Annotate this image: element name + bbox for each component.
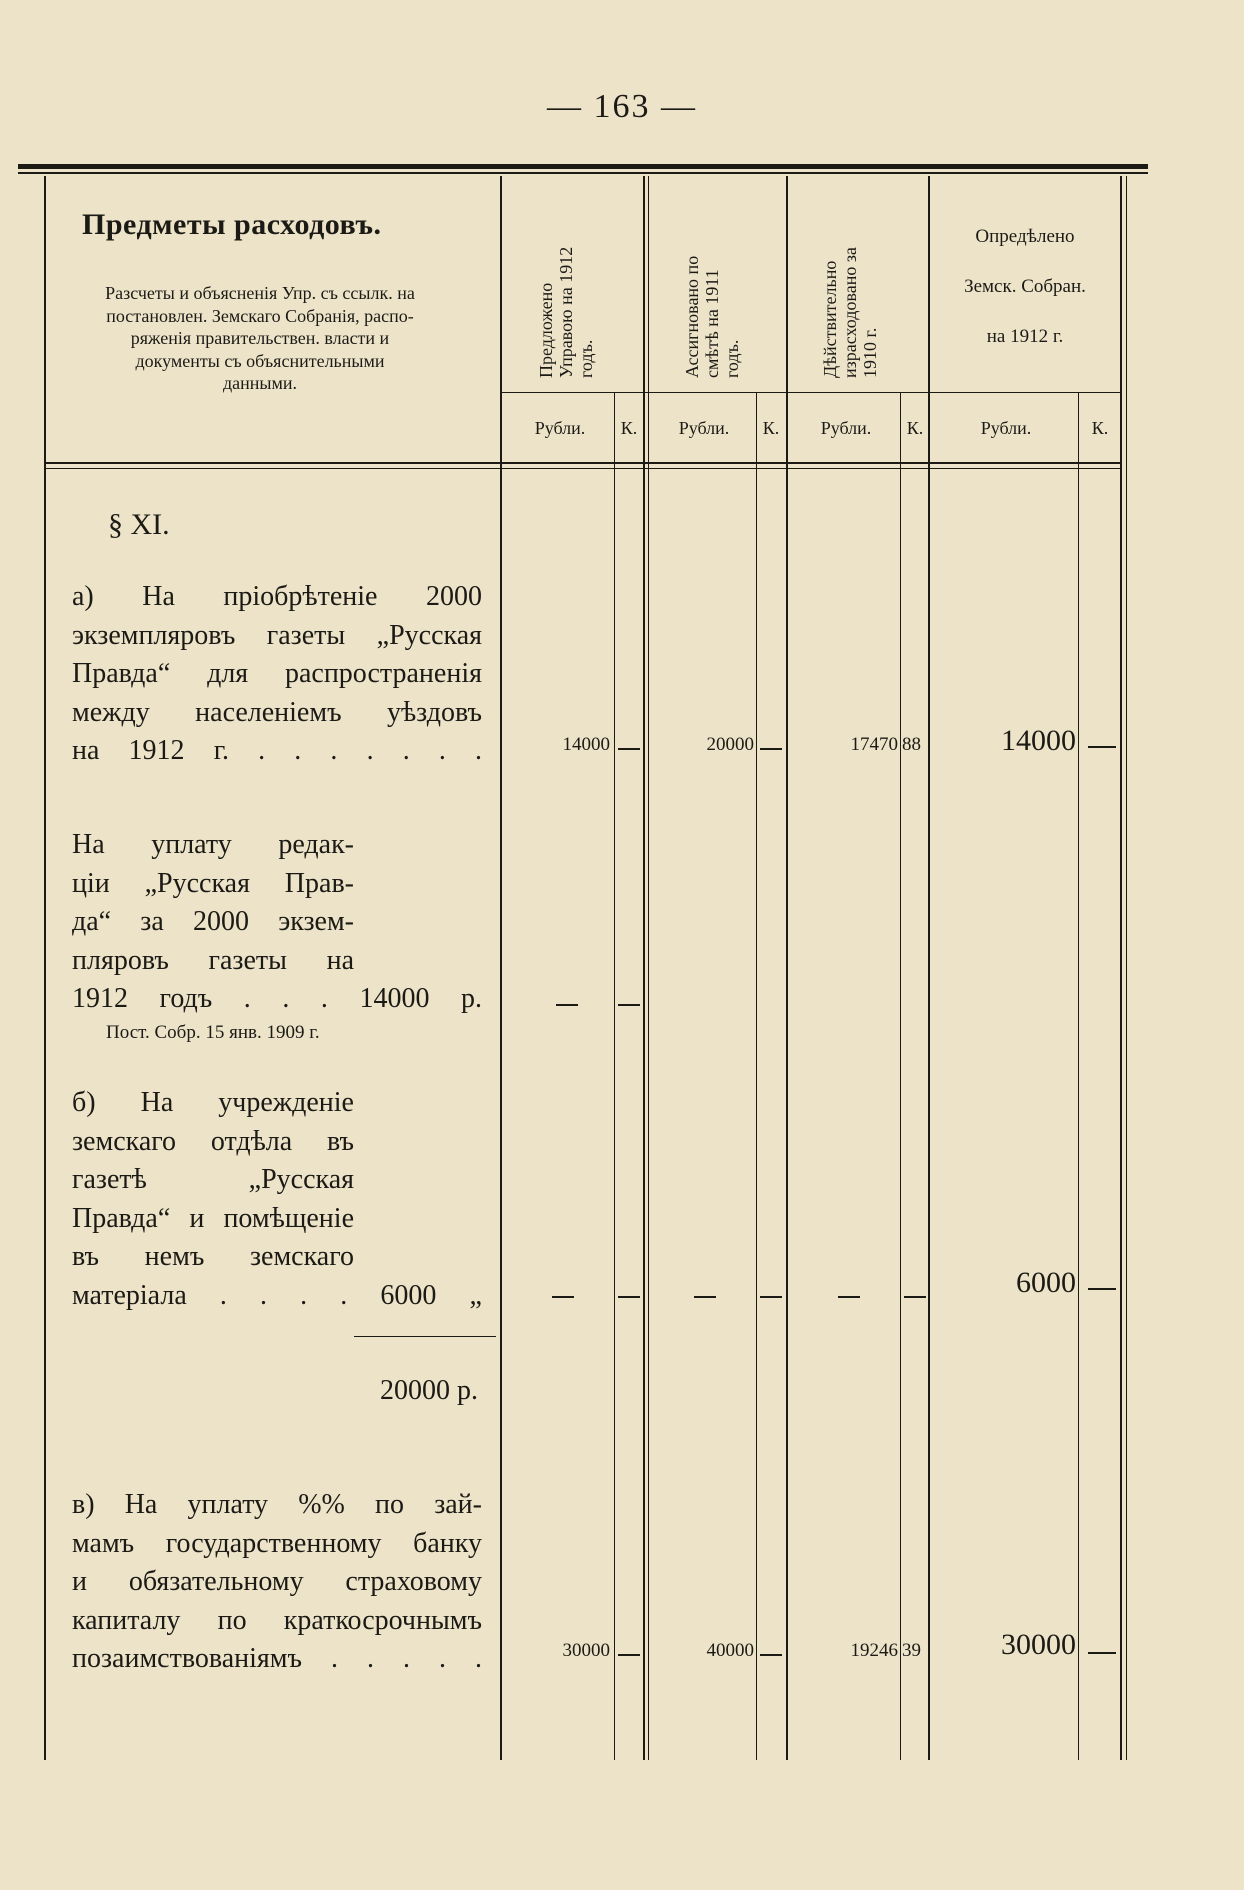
item-c-line: мамъ государственному банку — [72, 1527, 482, 1559]
unit-rub: Рубли. — [980, 418, 1032, 438]
item-c-spent-k: 39 — [902, 1640, 921, 1661]
item-b-dash — [904, 1296, 926, 1298]
item-a-proposed-k — [618, 748, 640, 750]
item-b-dash — [838, 1296, 860, 1298]
header-col-determined-3: на 1912 г. — [986, 326, 1064, 347]
kopek-divider — [756, 392, 757, 1760]
unit-rub: Рубли. — [820, 418, 872, 438]
item-a-spent: 17470 — [850, 734, 898, 755]
item-b-dash — [618, 1296, 640, 1298]
column-divider — [643, 176, 645, 1760]
page-number: — 163 — — [547, 88, 697, 125]
item-b-line: Правда“ и помѣщеніе — [72, 1202, 354, 1234]
header-bottom-rule — [44, 468, 1122, 469]
item-a2-text — [72, 826, 482, 1019]
top-rule-thin — [18, 172, 1148, 174]
item-c-assigned: 40000 — [706, 1640, 754, 1661]
item-a2-line: да“ за 2000 экзем- — [72, 906, 354, 937]
column-divider — [786, 176, 788, 1760]
item-a-line: на 1912 г. . . . . . . . — [72, 735, 482, 766]
header-col-spent: Дѣйствительно израсходовано за 1910 г. — [820, 247, 880, 378]
item-a-determined: 14000 — [1001, 724, 1076, 757]
table-border-right — [1120, 176, 1122, 1760]
item-a-assigned-k — [760, 748, 782, 750]
item-a2-note: Пост. Собр. 15 янв. 1909 г. — [106, 1022, 320, 1043]
item-b-line: матеріала . . . . 6000 „ — [72, 1279, 482, 1311]
header-col-determined-2: Земск. Собран. — [964, 276, 1086, 297]
column-divider — [928, 176, 930, 1760]
unit-kop: К. — [762, 418, 780, 438]
item-a2-dash — [618, 1004, 640, 1006]
item-c-line: в) На уплату %% по зай- — [72, 1489, 482, 1520]
top-rule — [18, 164, 1148, 169]
item-b-line: въ немъ земскаго — [72, 1241, 354, 1272]
section-heading: § XI. — [108, 508, 170, 541]
item-a-line: экземпляровъ газеты „Русская — [72, 619, 482, 651]
item-a2-line: 1912 годъ . . . 14000 р. — [72, 983, 482, 1014]
item-a-spent-k: 88 — [902, 734, 921, 755]
item-c-line: капиталу по краткосрочнымъ — [72, 1604, 482, 1636]
header-unit-line — [500, 392, 1122, 393]
item-a-assigned: 20000 — [706, 734, 754, 755]
header-col-proposed: Предложено Управою на 1912 годъ. — [536, 246, 596, 378]
item-c-spent: 19246 — [850, 1640, 898, 1661]
kopek-divider — [614, 392, 615, 1760]
item-a-line: а) На пріобрѣтеніе 2000 — [72, 581, 482, 612]
header-subtitle: Разсчеты и объясненія Упр. съ ссылк. на постановлен. Земскаго Собранія, распо-ряженія правительствен. власти и документы съ объяснительными данными. — [105, 283, 415, 393]
item-c-proposed: 30000 — [562, 1640, 610, 1661]
item-a2-line: ціи „Русская Прав- — [72, 867, 354, 899]
table-border-left — [44, 176, 46, 1760]
item-a2-dash — [556, 1004, 578, 1006]
unit-kop: К. — [1091, 418, 1109, 438]
item-c-text — [72, 1486, 482, 1679]
item-b-text — [72, 1084, 482, 1315]
header-title: Предметы расходовъ. — [82, 208, 382, 241]
header-bottom-rule — [44, 462, 1122, 464]
table-border-right — [1126, 176, 1127, 1760]
header-col-assigned: Ассигновано по смѣтѣ на 1911 годъ. — [682, 255, 742, 378]
subtotal-rule — [354, 1336, 496, 1337]
item-b-dash — [552, 1296, 574, 1298]
item-c-determined: 30000 — [1001, 1628, 1076, 1661]
item-b-line: газетѣ „Русская — [72, 1164, 354, 1195]
item-c-determined-k — [1088, 1652, 1116, 1654]
kopek-divider — [900, 392, 901, 1760]
item-a2-line: На уплату редак- — [72, 829, 354, 860]
item-a2-line: пляровъ газеты на — [72, 944, 354, 976]
item-c-line: и обязательному страховому — [72, 1566, 482, 1597]
subtotal: 20000 р. — [380, 1375, 478, 1406]
item-a-proposed: 14000 — [562, 734, 610, 755]
item-a-text — [72, 578, 482, 771]
item-b-dash — [694, 1296, 716, 1298]
item-b-dash — [760, 1296, 782, 1298]
item-a-line: Правда“ для распространенія — [72, 658, 482, 689]
unit-rub: Рубли. — [678, 418, 730, 438]
column-divider — [648, 176, 649, 1760]
unit-kop: К. — [620, 418, 638, 438]
header-col-determined-1: Опредѣлено — [975, 226, 1075, 247]
item-b-line: б) На учрежденіе — [72, 1087, 354, 1118]
item-c-assigned-k — [760, 1654, 782, 1656]
item-a-line: между населеніемъ уѣздовъ — [72, 696, 482, 728]
unit-rub: Рубли. — [534, 418, 586, 438]
item-b-determined-k — [1088, 1288, 1116, 1290]
item-a-determined-k — [1088, 746, 1116, 748]
item-b-line: земскаго отдѣла въ — [72, 1125, 354, 1157]
column-divider — [500, 176, 502, 1760]
kopek-divider — [1078, 392, 1079, 1760]
item-c-line: позаимствованіямъ . . . . . — [72, 1643, 482, 1674]
unit-kop: К. — [906, 418, 924, 438]
item-b-determined: 6000 — [1016, 1266, 1076, 1299]
item-c-proposed-k — [618, 1654, 640, 1656]
